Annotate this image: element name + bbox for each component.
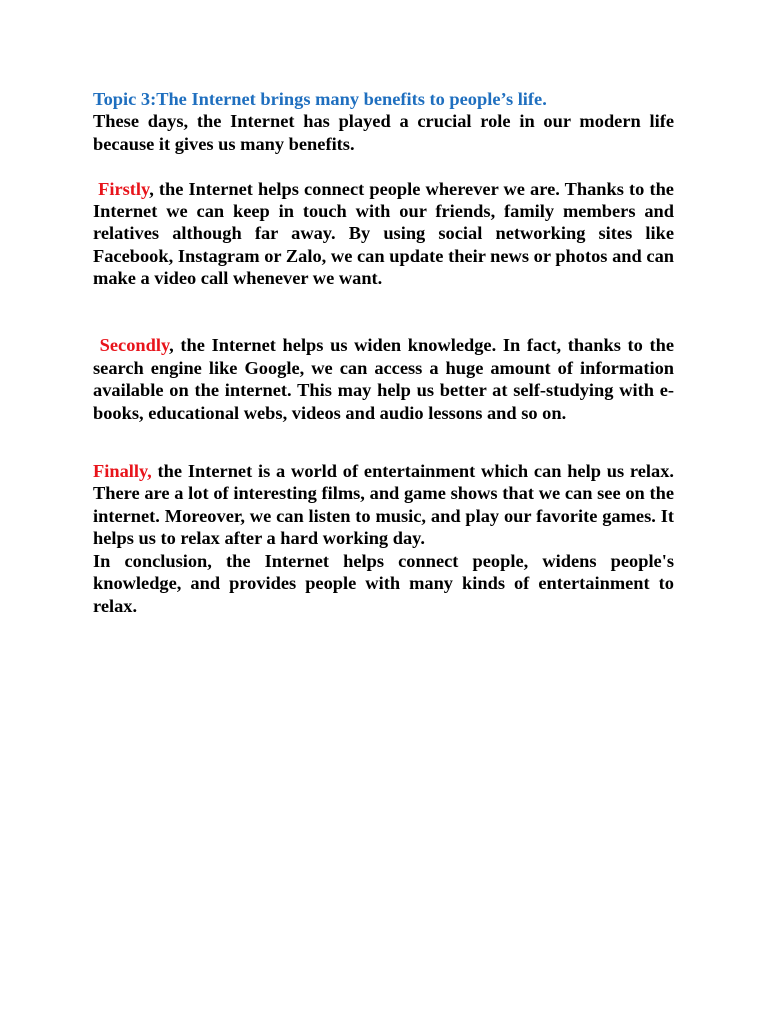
intro-paragraph: These days, the Internet has played a crucial role in our modern life because it gives us many benefits. (93, 111, 674, 154)
paragraph-body-finally: the Internet is a world of entertainment which can help us relax. There are a lot of interesting films, and game shows that we can see on the internet. Moreover, we can listen to music, and play our favorite games. It helps us to relax after a hard working day. (93, 461, 674, 549)
paragraph-body-secondly: , the Internet helps us widen knowledge. In fact, thanks to the search engine like Google, we can access a huge amount of information available on the internet. This may help us better at self-studying with e-books, educational webs, videos and audio lessons and so on. (93, 335, 674, 423)
conclusion-paragraph: In conclusion, the Internet helps connect people, widens people's knowledge, and provides people with many kinds of entertainment to relax. (93, 550, 674, 616)
paragraph-lead-firstly: Firstly (98, 178, 150, 199)
paragraph-body-firstly: , the Internet helps connect people wherever we are. Thanks to the Internet we can keep in touch with our friends, family members and relatives although far away. By using social networking sites like Facebook, Instagram or Zalo, we can update their news or photos and can make a video call whenever we want. (93, 178, 674, 289)
spacer (93, 424, 674, 460)
paragraph-firstly (93, 178, 674, 290)
paragraph-lead-secondly: Secondly (99, 335, 170, 356)
paragraph-finally (93, 460, 674, 550)
document-page (93, 88, 674, 617)
spacer (93, 155, 674, 177)
paragraph-lead-finally: Finally, (93, 461, 152, 482)
paragraph-secondly (93, 334, 674, 424)
document-title: Topic 3:The Internet brings many benefits to people’s life. (93, 89, 547, 109)
spacer (93, 290, 674, 335)
